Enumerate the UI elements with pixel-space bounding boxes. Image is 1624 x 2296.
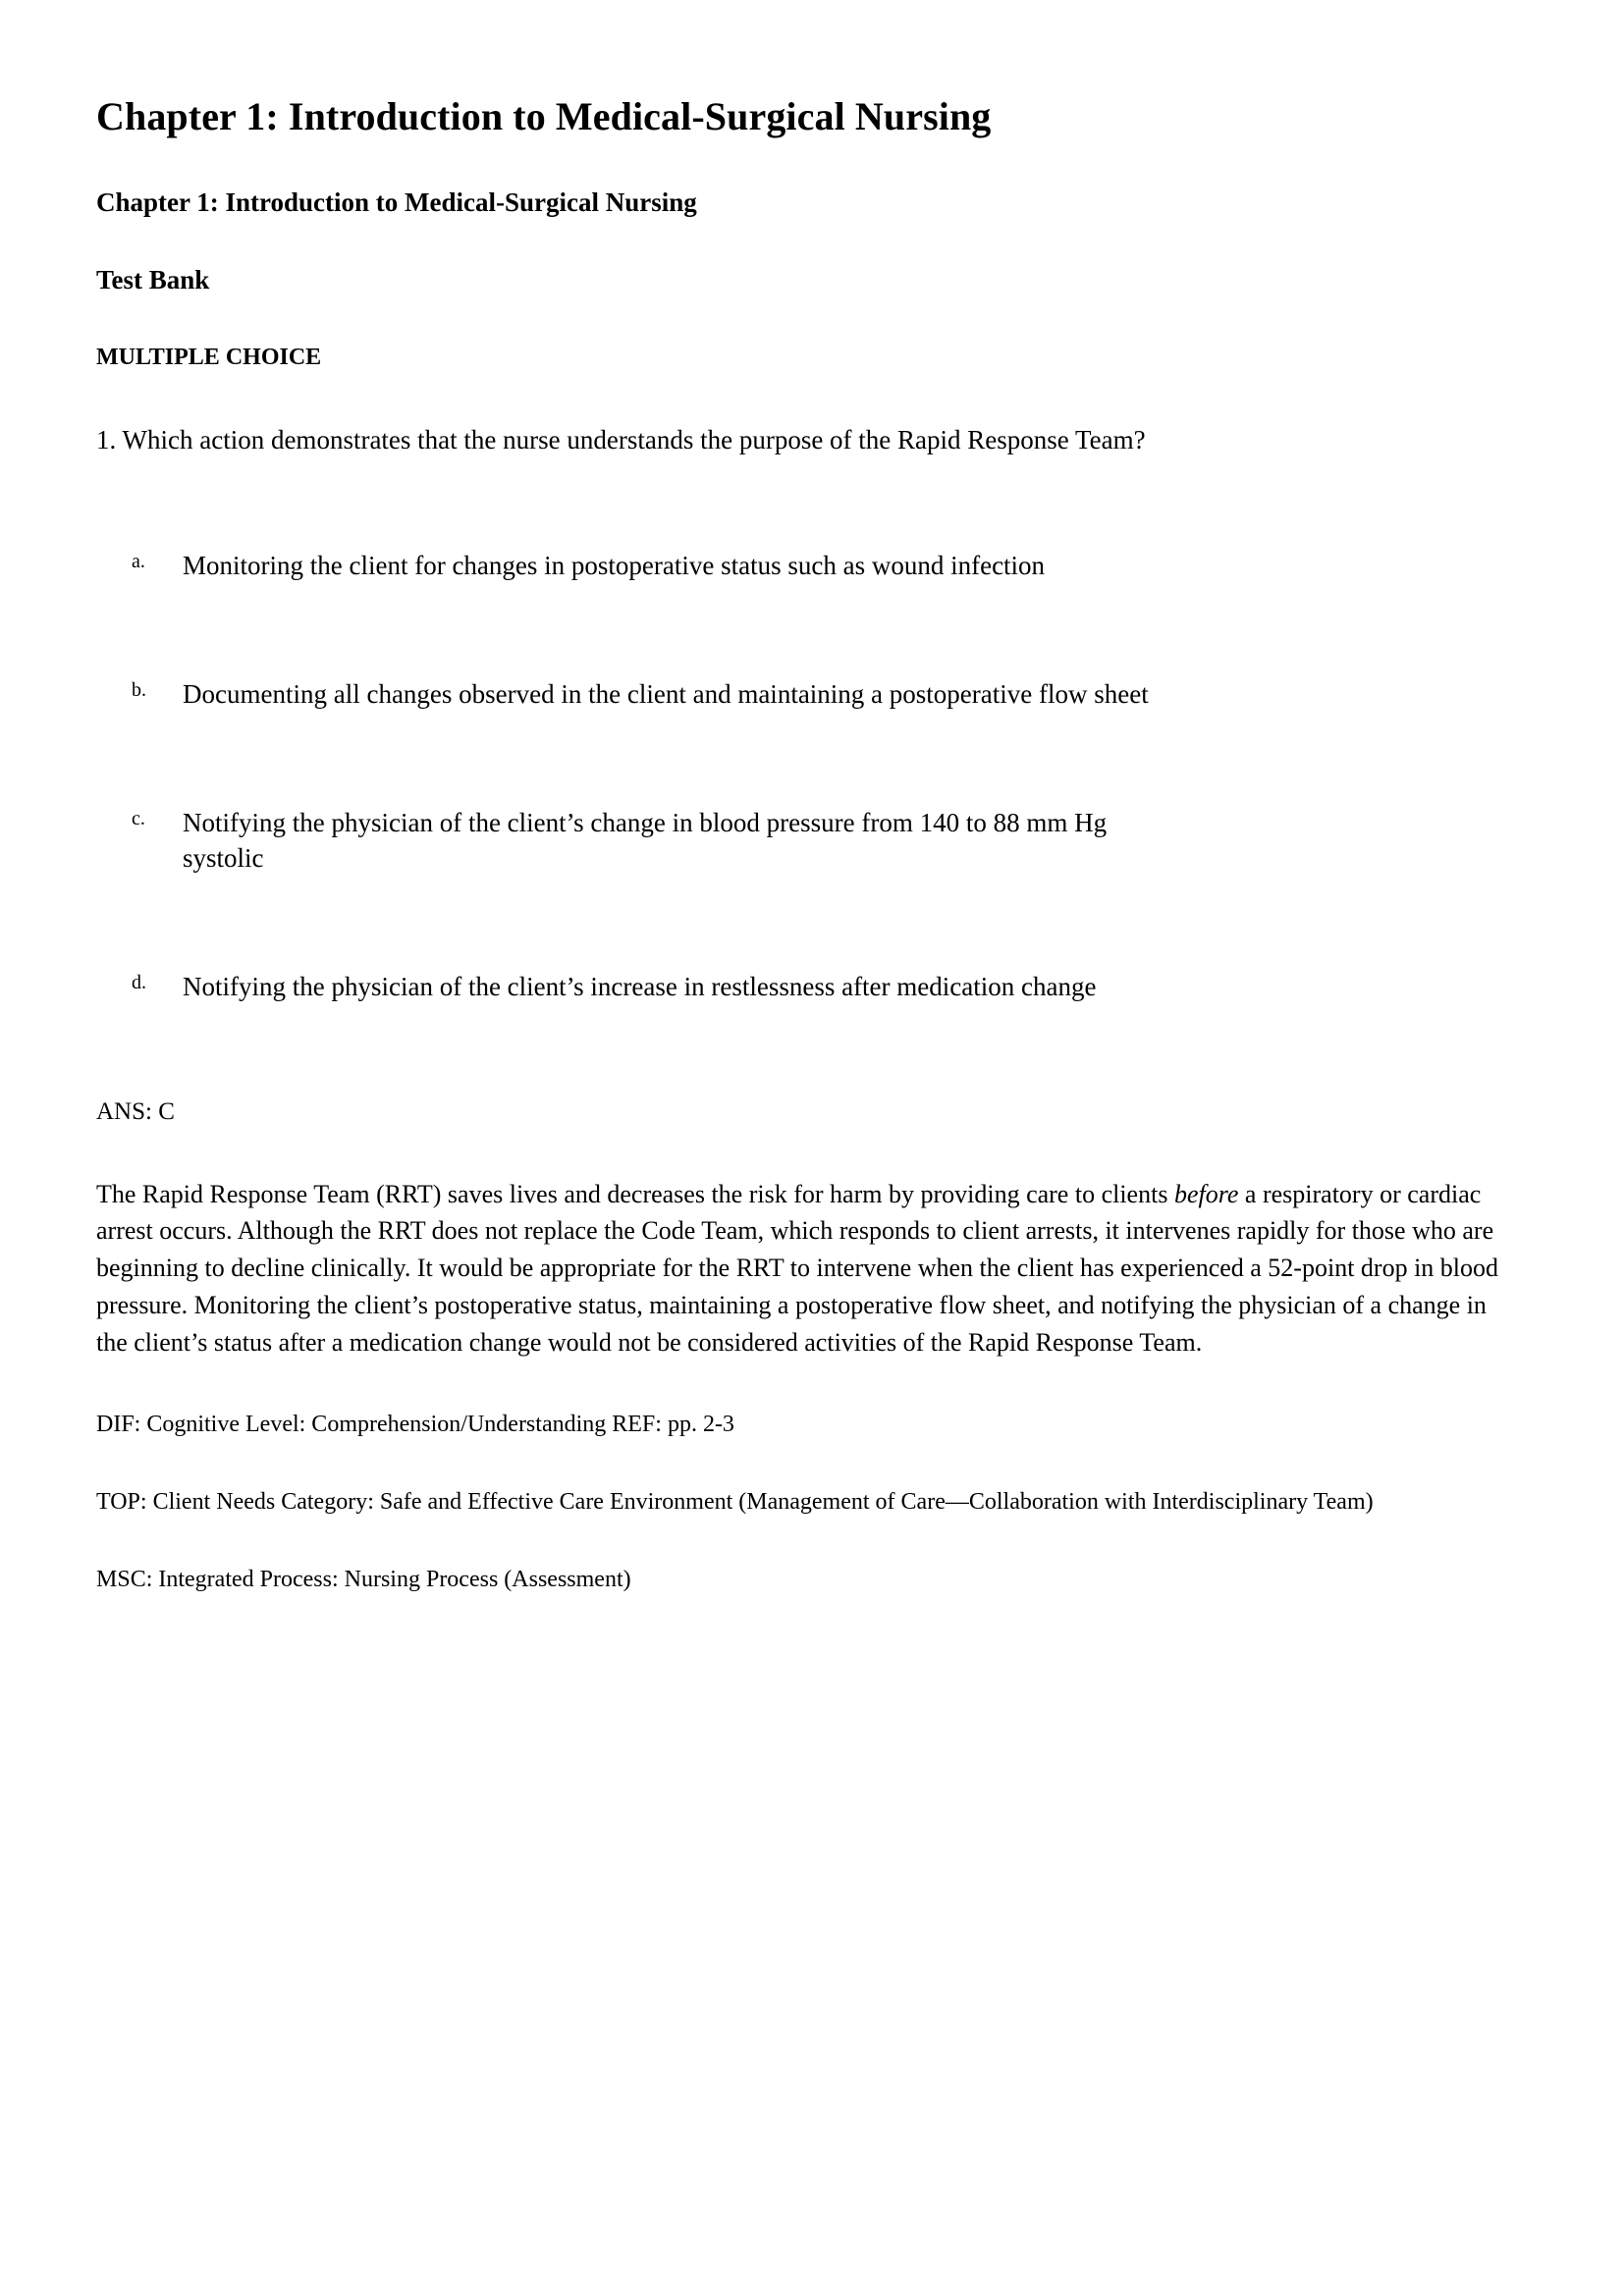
option-d (96, 969, 1536, 1005)
answer-line: ANS: C (96, 1097, 175, 1125)
option-d-letter: d. (132, 972, 146, 994)
rationale-paragraph (96, 1176, 1510, 1361)
option-a-letter: a. (132, 551, 145, 573)
rationale-text-before-italic: The Rapid Response Team (RRT) saves lives and decreases the risk for harm by providing care to clients (96, 1179, 1174, 1208)
option-c-text: Notifying the physician of the client’s change in blood pressure from 140 to 88 mm Hg systolic (183, 807, 1108, 874)
section-heading-multiple-choice: MULTIPLE CHOICE (96, 344, 322, 370)
page-title: Chapter 1: Introduction to Medical-Surgical Nursing (96, 94, 992, 138)
option-a-text: Monitoring the client for changes in postoperative status such as wound infection (183, 551, 1046, 581)
rationale-italic-word: before (1173, 1179, 1239, 1208)
option-b-letter: b. (132, 678, 146, 701)
dif-ref-line: DIF: Cognitive Level: Comprehension/Understanding REF: pp. 2-3 (96, 1412, 734, 1438)
option-b-text: Documenting all changes observed in the client and maintaining a postoperative flow sheet (183, 678, 1149, 709)
chapter-subtitle: Chapter 1: Introduction to Medical-Surgical Nursing (96, 187, 697, 217)
option-d-text: Notifying the physician of the client’s increase in restlessness after medication change (183, 972, 1097, 1002)
option-b (96, 676, 1536, 713)
test-bank-label: Test Bank (96, 265, 210, 295)
option-c (96, 805, 1536, 877)
option-a (96, 548, 1536, 584)
msc-integrated-process-line: MSC: Integrated Process: Nursing Process (Assessment) (96, 1566, 631, 1592)
rationale-text-after-italic: a respiratory or cardiac arrest occurs. Although the RRT does not replace the Code Team, which responds to client arrests, it intervenes rapidly for those who are beginning to decline clinically. It would be appropriate for the RRT to intervene when the client has experienced a 52-point drop in blood pressure. Monitoring the client’s postoperative status, maintaining a postoperative flow sheet, and notifying the physician of a change in the client’s status after a medication change would not be considered activities of the Rapid Response Team. (96, 1179, 1499, 1357)
option-c-letter: c. (132, 807, 145, 829)
top-client-needs-line: TOP: Client Needs Category: Safe and Effective Care Environment (Management of Care—Collaboration with Interdisciplinary Team) (96, 1489, 1374, 1516)
question-1-text: 1. Which action demonstrates that the nurse understands the purpose of the Rapid Response Team? (96, 424, 1146, 454)
